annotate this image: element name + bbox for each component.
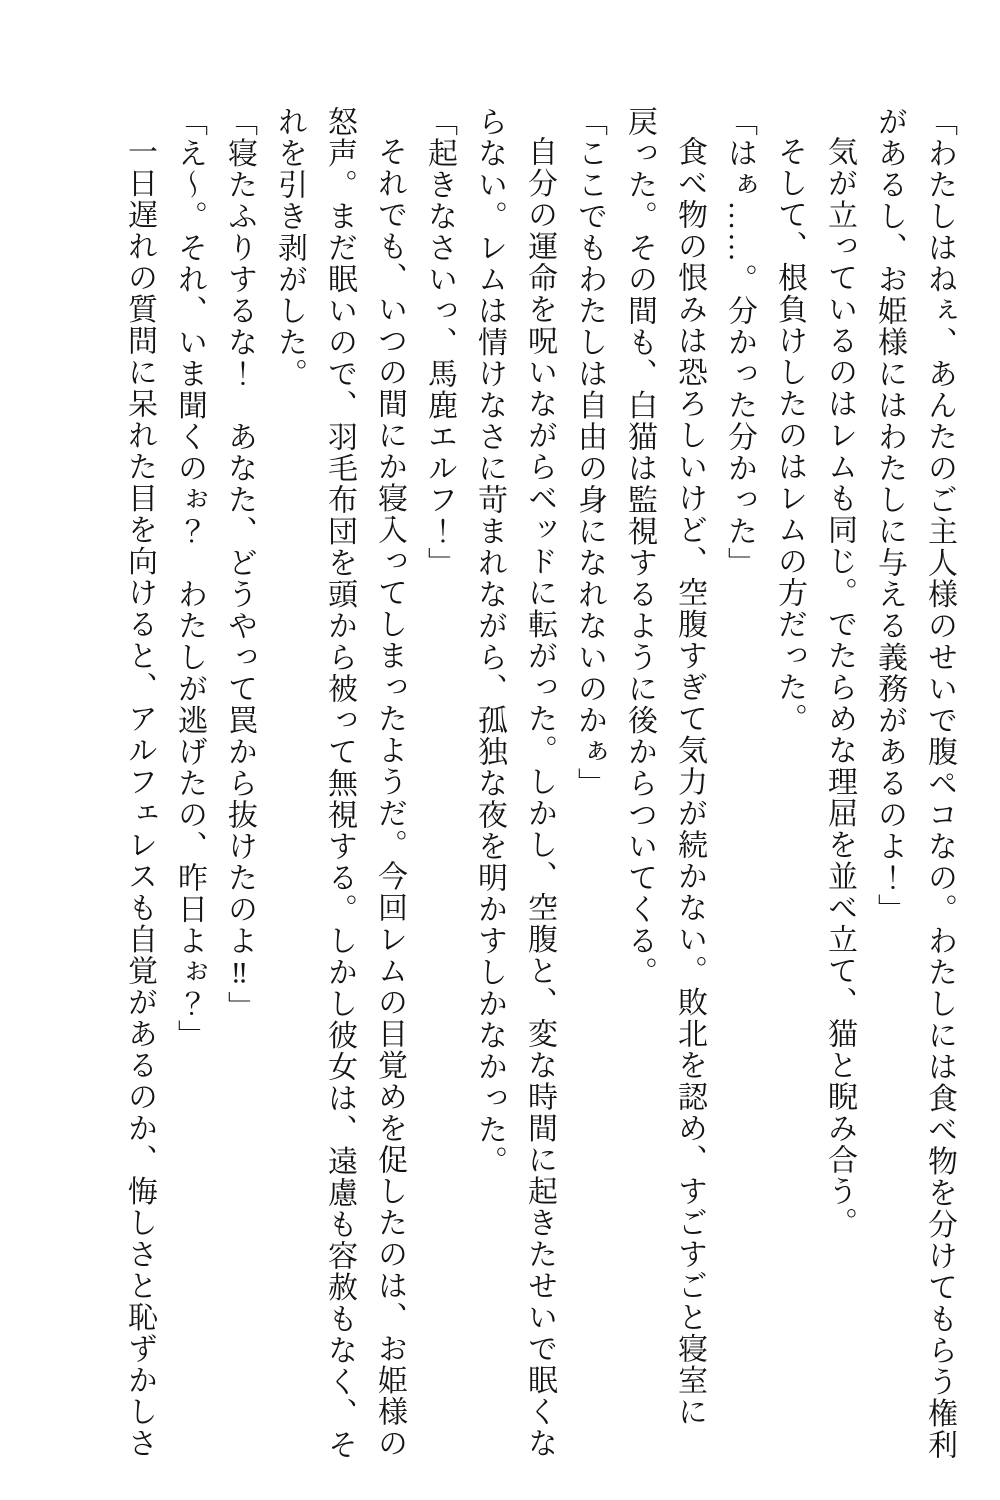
text-line: 「寝たふりするな！ あなた、どうやって罠から抜けたのよ‼」 [223, 106, 256, 1023]
text-line: 「起きなさいっ、馬鹿エルフ！」 [423, 106, 456, 579]
text-line: 一日遅れの質問に呆れた目を向けると、アルフェレスも自覚があるのか、悔しさと恥ずかしさ [123, 136, 156, 1459]
text-line: 「ここでもわたしは自由の身になれないのかぁ」 [573, 106, 606, 799]
text-line: れを引き剥がした。 [273, 106, 306, 390]
text-line: らない。レムは情けなさに苛まれながら、孤独な夜を明かすしかなかった。 [473, 106, 506, 1177]
text-line: 気が立っているのはレムも同じ。でたらめな理屈を並べ立て、猫と睨み合う。 [823, 136, 856, 1239]
text-line: 自分の運命を呪いながらベッドに転がった。しかし、空腹と、変な時間に起きたせいで眠くな [523, 136, 556, 1459]
text-line: それでも、いつの間にか寝入ってしまったようだ。今回レムの目覚めを促したのは、お姫様の [373, 136, 406, 1459]
text-line: 「はぁ……。分かった分かった」 [723, 106, 756, 579]
text-line: 「え～。それ、いま聞くのぉ？ わたしが逃げたの、昨日よぉ？」 [173, 106, 206, 1051]
text-line: そして、根負けしたのはレムの方だった。 [773, 136, 806, 735]
vertical-text-block [114, 106, 964, 1470]
text-line: 「わたしはねぇ、あんたのご主人様のせいで腹ペコなの。わたしには食べ物を分けてもらう権利 [923, 106, 956, 1461]
text-line: があるし、お姫様にはわたしに与える義務があるのよ！」 [873, 106, 906, 925]
text-line: 怒声。まだ眠いので、羽毛布団を頭から被って無視する。しかし彼女は、遠慮も容赦もなく、そ [323, 106, 356, 1461]
text-line: 戻った。その間も、白猫は監視するように後からついてくる。 [623, 106, 656, 988]
text-line: 食べ物の恨みは恐ろしいけど、空腹すぎて気力が続かない。敗北を認め、すごすごと寝室に [673, 136, 706, 1428]
